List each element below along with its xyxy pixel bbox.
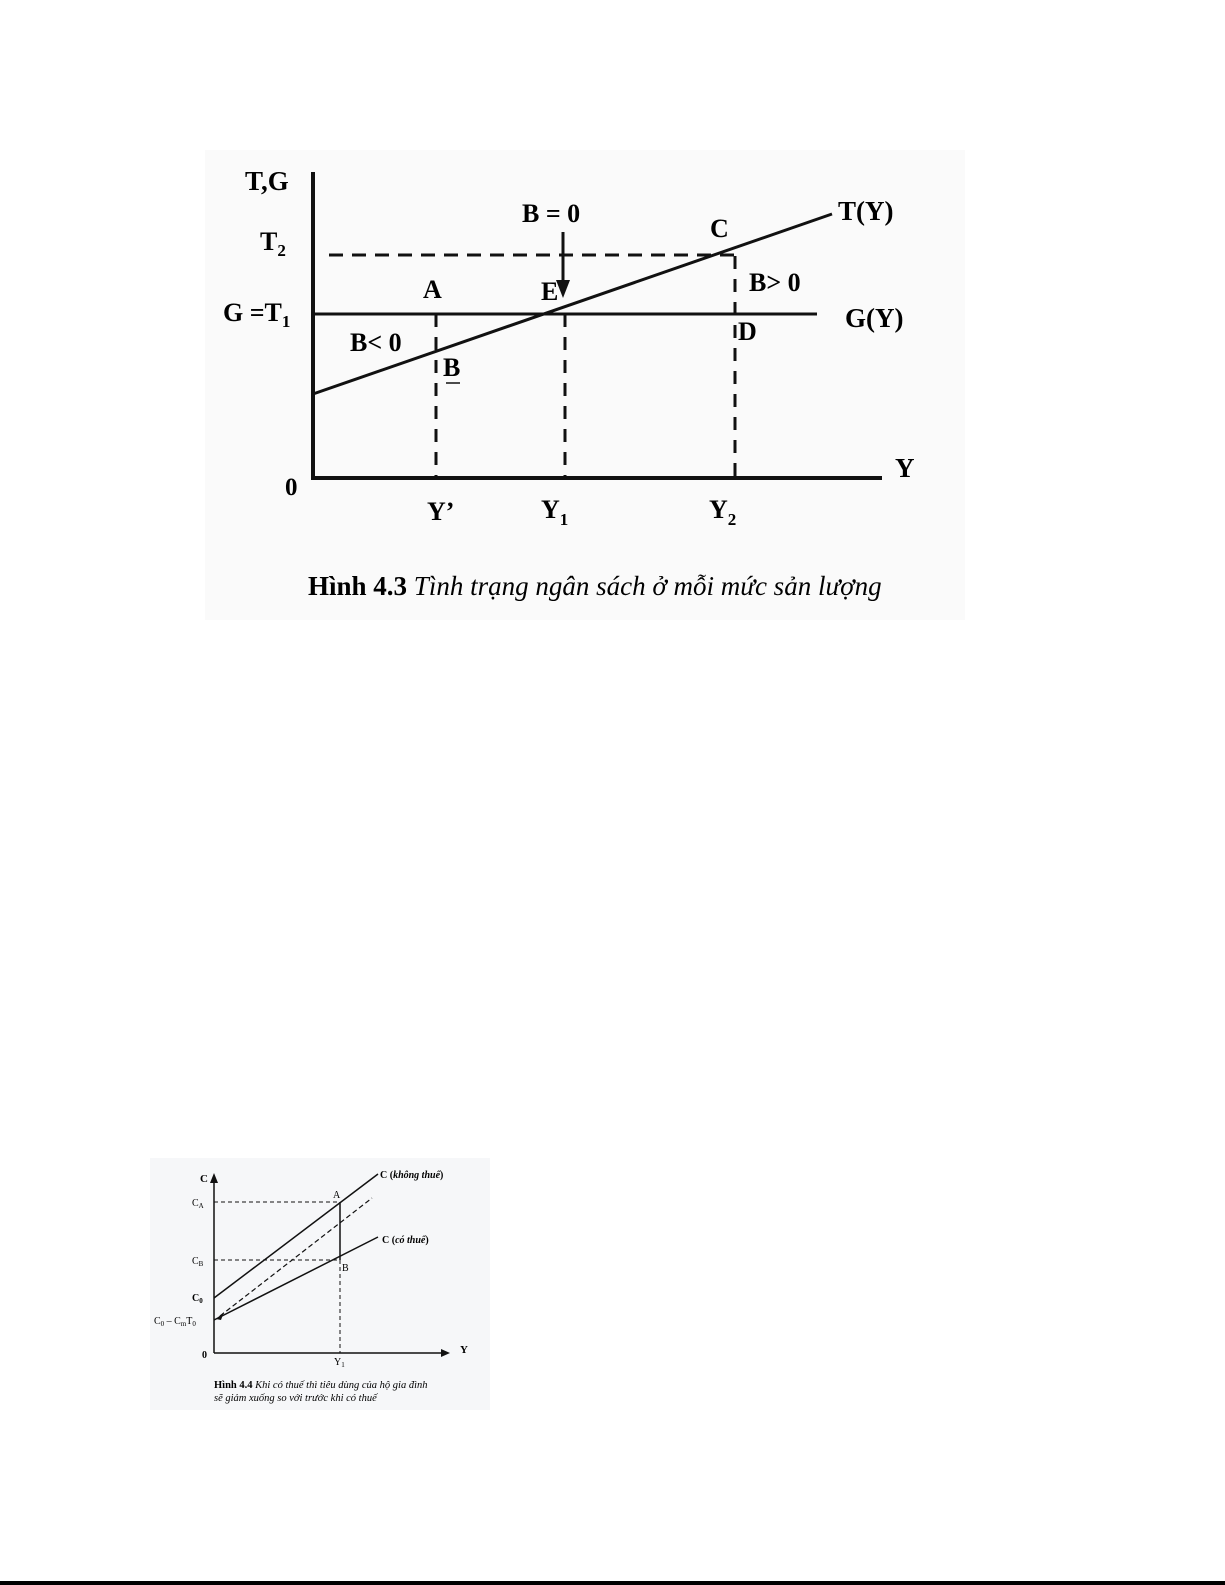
figure-4-4-caption-line1: Hình 4.4 Khi có thuế thì tiêu dùng của hộ gia đình (214, 1380, 428, 1391)
point-c: C (710, 214, 729, 243)
figure-consumption-tax (150, 1158, 490, 1410)
origin-label: 0 (285, 474, 298, 501)
figure-budget-status (205, 150, 965, 620)
y-axis-arrow (441, 1349, 450, 1357)
page-bottom-rule (0, 1581, 1225, 1585)
point-d: D (738, 317, 757, 346)
surplus-label: B> 0 (749, 268, 801, 297)
point-b: B (443, 353, 461, 382)
consumption-diagram (150, 1158, 490, 1410)
x-axis-label: Y (895, 453, 915, 483)
c0-label: $C_0$ (192, 1293, 203, 1305)
tax-line (313, 214, 832, 394)
y-axis-label: Y (460, 1344, 468, 1356)
y1-label: $Y_1$ (334, 1357, 345, 1369)
figure-4-3-caption: Hình 4.3 Tình trạng ngân sách ở mỗi mức sản lượng (308, 571, 882, 601)
point-a: A (333, 1190, 341, 1201)
y-prime-label: Y’ (427, 497, 455, 526)
budget-diagram (205, 150, 965, 620)
point-e: E (541, 277, 559, 306)
c-axis-label: C (200, 1173, 208, 1185)
c0-cmt0-label: $C_0 - C_mT_0$ (154, 1316, 196, 1328)
figure-4-4-caption-line2: sẽ giảm xuống so với trước khi có thuế (214, 1393, 377, 1404)
shifted-dashed-line (220, 1198, 372, 1316)
c-axis-arrow (210, 1173, 218, 1183)
no-tax-curve-label: C (không thuế) (380, 1170, 444, 1181)
balanced-label: B = 0 (522, 199, 581, 228)
g-t1-label: $G =T_1$ (223, 298, 291, 331)
origin-label: 0 (202, 1350, 207, 1361)
point-b: B (342, 1263, 349, 1274)
y-axis-label: T,G (245, 166, 289, 196)
cb-label: $C_B$ (192, 1256, 204, 1268)
tax-curve-label: C (có thuế) (382, 1235, 429, 1246)
tax-curve-label: T(Y) (838, 196, 894, 226)
ca-label: $C_A$ (192, 1198, 204, 1210)
gov-curve-label: G(Y) (845, 303, 904, 333)
no-tax-line (214, 1174, 378, 1298)
y1-label: $Y_1$ (541, 495, 569, 529)
deficit-label: B< 0 (350, 328, 402, 357)
t2-label: $T_2$ (260, 227, 286, 260)
y2-label: $Y_2$ (709, 495, 737, 529)
point-a: A (423, 275, 442, 304)
